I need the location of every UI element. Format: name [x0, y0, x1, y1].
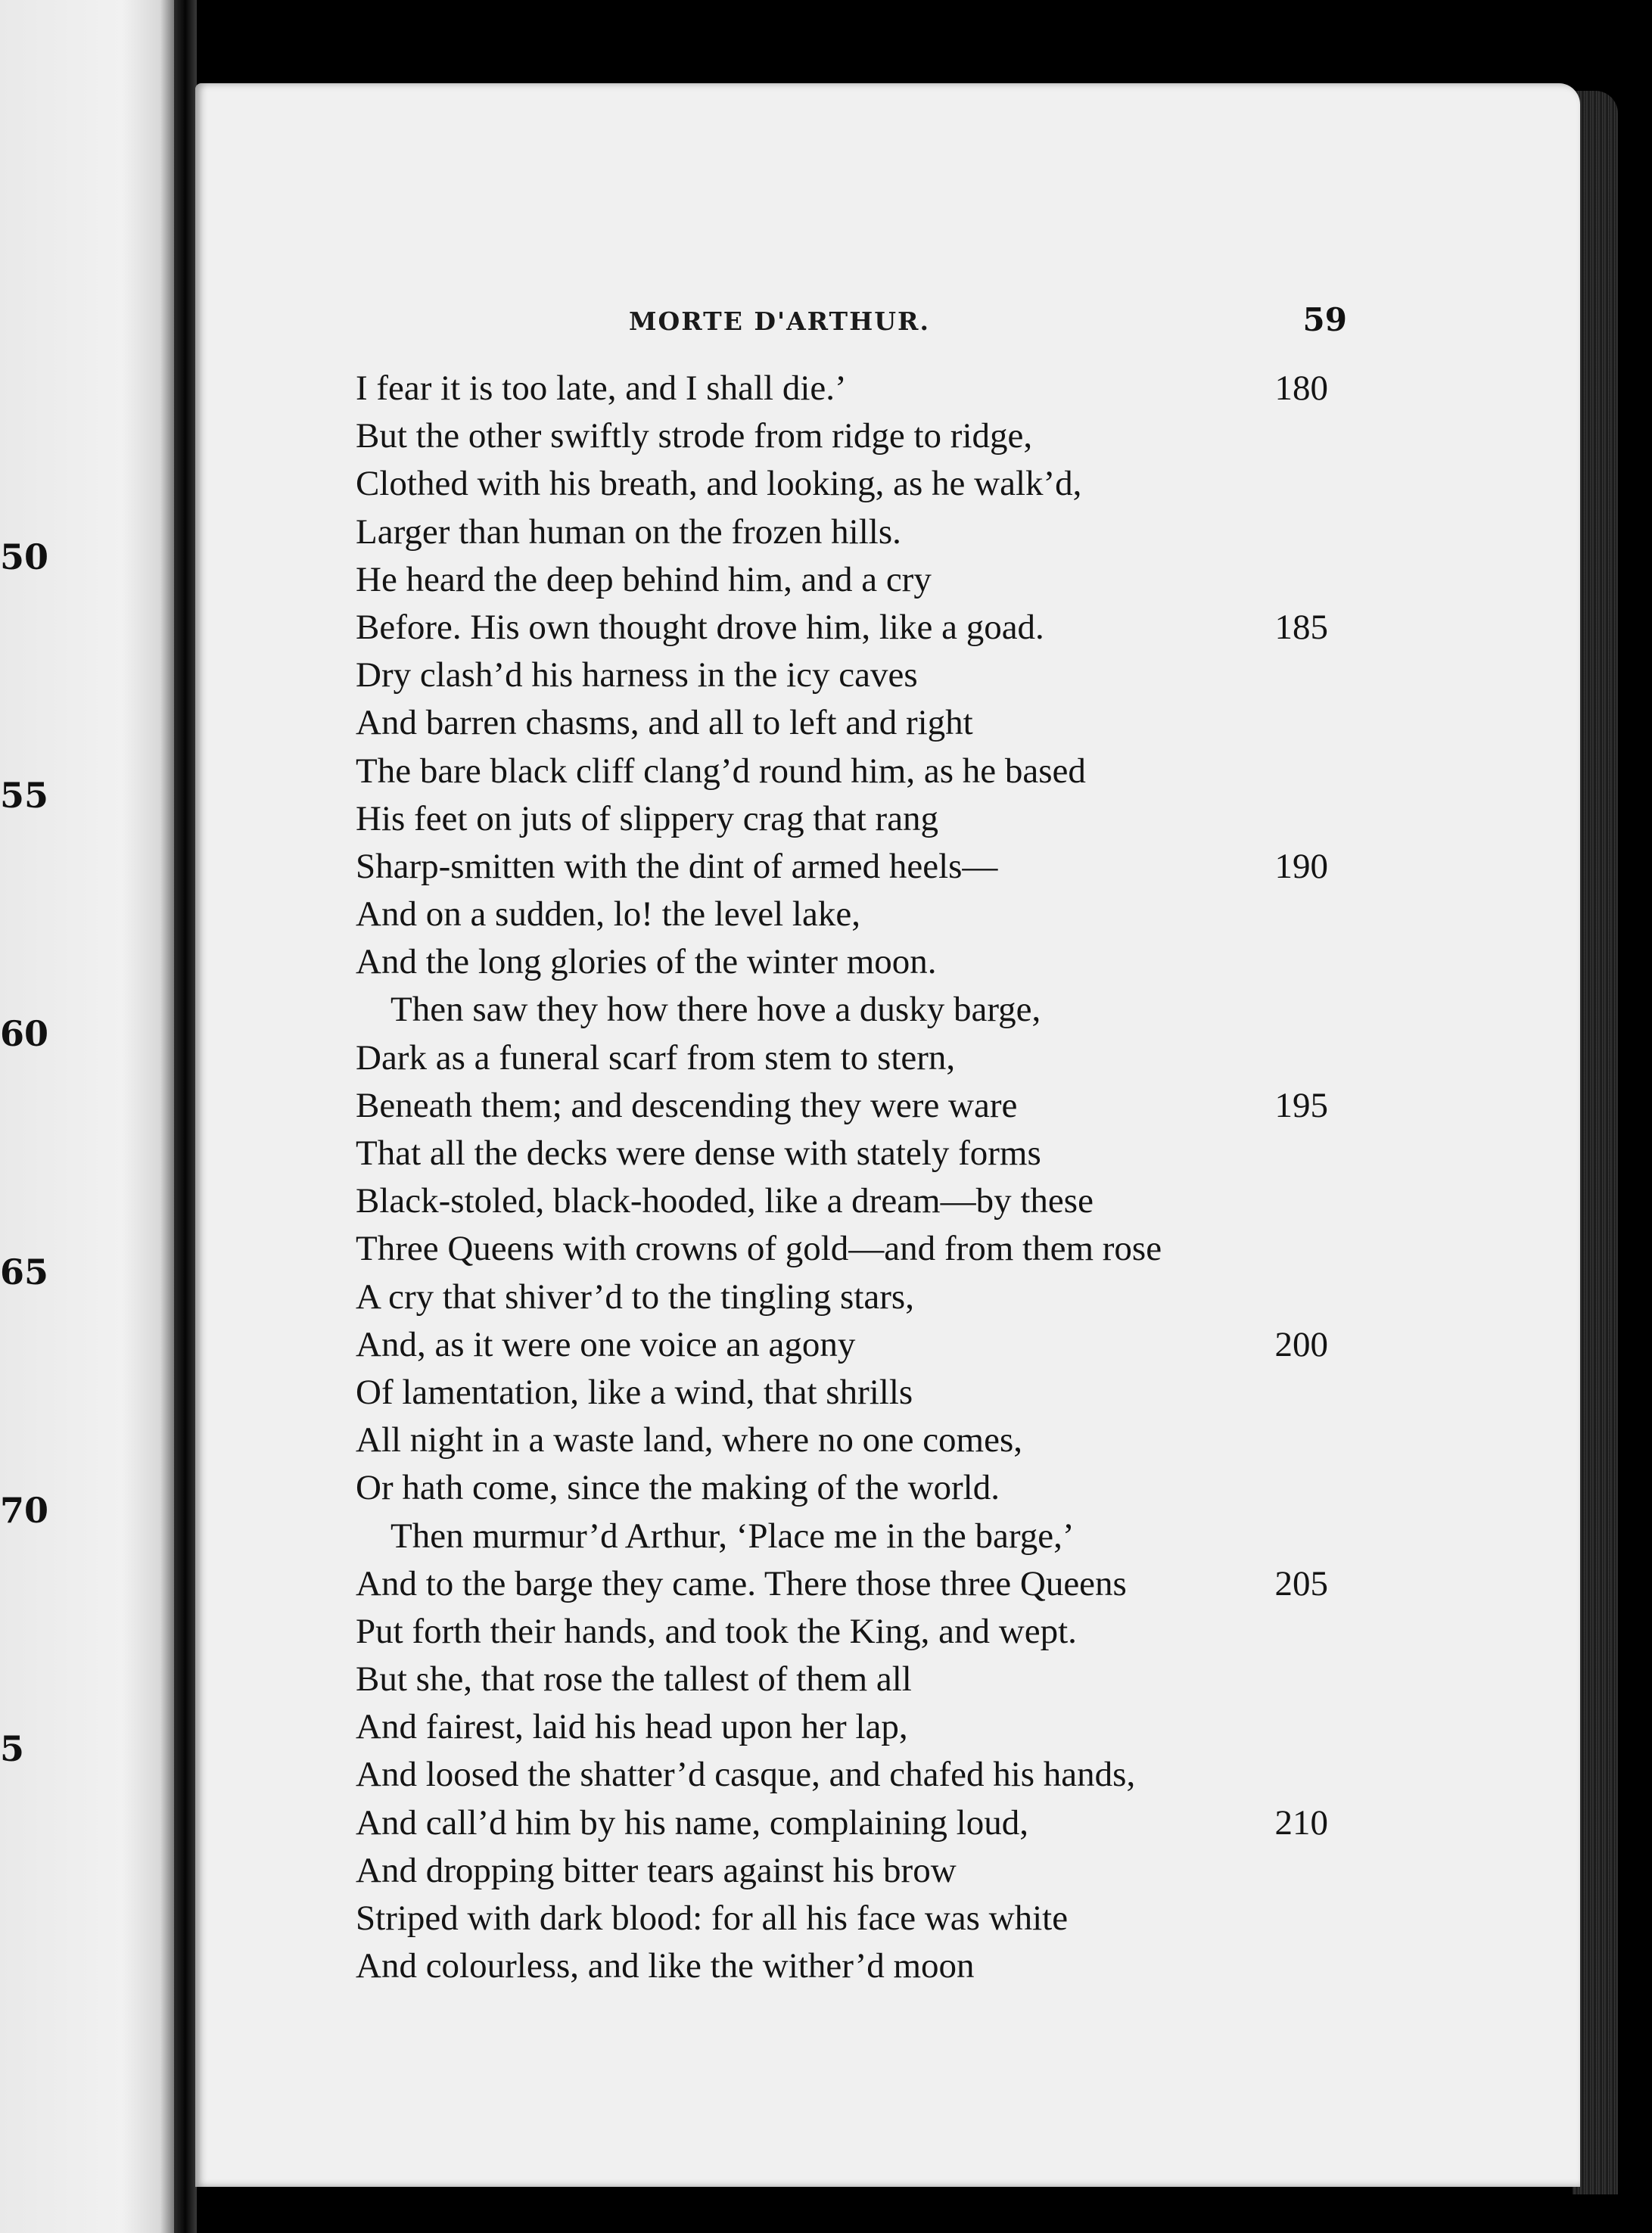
page-number: 59 — [1302, 301, 1347, 338]
poem-line — [356, 1321, 1385, 1369]
line-number: 185 — [1274, 607, 1328, 647]
poem-line-text: And loosed the shatter’d casque, and chafed his hands, — [356, 1755, 1136, 1795]
poem-line — [356, 699, 1385, 747]
poem-line — [356, 556, 1385, 604]
poem-line — [356, 1847, 1385, 1895]
poem-line — [356, 1464, 1385, 1512]
poem-line-text: That all the decks were dense with stately forms — [356, 1134, 1041, 1173]
prev-line-number: 70 — [0, 1490, 49, 1531]
poem-line — [356, 652, 1385, 699]
poem-line — [356, 460, 1385, 508]
line-number: 190 — [1274, 846, 1328, 886]
poem-line — [356, 1751, 1385, 1799]
poem-line-text: He heard the deep behind him, and a cry — [356, 559, 932, 599]
poem-line-text: Striped with dark blood: for all his face was white — [356, 1899, 1069, 1938]
poem-line — [356, 1560, 1385, 1608]
poem-line — [356, 1177, 1385, 1225]
line-number: 195 — [1274, 1085, 1328, 1125]
poem-line — [356, 1942, 1385, 1990]
poem-line — [356, 365, 1385, 412]
poem-line-text: Before. His own thought drove him, like a goad. — [356, 607, 1044, 647]
poem-line-text: And colourless, and like the wither’d moon — [356, 1946, 975, 1986]
poem-line-text: Then saw they how there hove a dusky barge, — [390, 990, 1041, 1030]
running-title: MORTE D'ARTHUR. — [629, 306, 930, 336]
poem-line — [356, 604, 1385, 652]
poem-line — [356, 1417, 1385, 1464]
poem-line-text: Then murmur’d Arthur, ‘Place me in the barge,’ — [390, 1516, 1075, 1556]
poem-line — [356, 1082, 1385, 1130]
poem-line-text: Sharp-smitten with the dint of armed heels— — [356, 846, 998, 886]
poem-line — [356, 1225, 1385, 1273]
poem-text — [356, 365, 1385, 1990]
poem-line-text: Beneath them; and descending they were ware — [356, 1085, 1018, 1125]
poem-line-text: Three Queens with crowns of gold—and from them rose — [356, 1229, 1162, 1269]
poem-line — [356, 412, 1385, 460]
poem-line — [356, 843, 1385, 891]
poem-line — [356, 1513, 1385, 1560]
poem-line-text: The bare black cliff clang’d round him, as he based — [356, 751, 1086, 791]
prev-line-number: 50 — [0, 536, 49, 577]
line-number: 200 — [1274, 1324, 1328, 1364]
line-number: 205 — [1274, 1563, 1328, 1603]
poem-line — [356, 1274, 1385, 1321]
poem-line-text: I fear it is too late, and I shall die.’ — [356, 369, 847, 408]
line-number: 210 — [1274, 1802, 1328, 1843]
poem-line-text: And call’d him by his name, complaining loud, — [356, 1802, 1028, 1843]
poem-line — [356, 1799, 1385, 1847]
poem-line-text: Dry clash’d his harness in the icy caves — [356, 655, 918, 695]
poem-line-text: Of lamentation, like a wind, that shrills — [356, 1372, 913, 1412]
poem-line — [356, 1130, 1385, 1177]
poem-line — [356, 1608, 1385, 1656]
poem-line — [356, 986, 1385, 1034]
prev-line-number: 5 — [0, 1728, 25, 1769]
prev-line-number: 55 — [0, 775, 49, 816]
poem-line-text: And, as it were one voice an agony — [356, 1324, 856, 1364]
line-number: 180 — [1274, 369, 1328, 408]
poem-line — [356, 938, 1385, 986]
poem-line-text: Larger than human on the frozen hills. — [356, 512, 901, 552]
poem-line-text: And on a sudden, lo! the level lake, — [356, 894, 860, 935]
poem-line-text: His feet on juts of slippery crag that rang — [356, 798, 939, 838]
poem-line-text: Black-stoled, black-hooded, like a dream—by these — [356, 1181, 1094, 1221]
poem-line — [356, 1369, 1385, 1417]
poem-line — [356, 1656, 1385, 1703]
book-gutter — [174, 0, 197, 2233]
poem-line — [356, 1034, 1385, 1082]
poem-line-text: Or hath come, since the making of the world. — [356, 1468, 1000, 1508]
poem-line-text: And the long glories of the winter moon. — [356, 942, 937, 982]
poem-line-text: Clothed with his breath, and looking, as he walk’d, — [356, 464, 1082, 504]
previous-page-edge — [0, 0, 174, 2233]
poem-line-text: And fairest, laid his head upon her lap, — [356, 1707, 908, 1747]
poem-line-text: And dropping bitter tears against his brow — [356, 1850, 957, 1890]
poem-line — [356, 748, 1385, 795]
poem-line-text: But the other swiftly strode from ridge to ridge, — [356, 416, 1033, 456]
poem-line — [356, 795, 1385, 843]
poem-line-text: All night in a waste land, where no one comes, — [356, 1420, 1023, 1460]
poem-line — [356, 891, 1385, 938]
poem-line-text: And to the barge they came. There those three Queens — [356, 1563, 1127, 1603]
prev-line-number: 60 — [0, 1013, 49, 1054]
poem-line — [356, 1703, 1385, 1751]
poem-line — [356, 1895, 1385, 1942]
poem-line-text: Dark as a funeral scarf from stem to stern, — [356, 1037, 956, 1078]
poem-line — [356, 508, 1385, 556]
poem-line-text: And barren chasms, and all to left and right — [356, 703, 973, 743]
prev-line-number: 65 — [0, 1252, 49, 1292]
poem-line-text: A cry that shiver’d to the tingling stars, — [356, 1277, 914, 1317]
poem-line-text: But she, that rose the tallest of them all — [356, 1659, 912, 1700]
poem-line-text: Put forth their hands, and took the King, and wept. — [356, 1611, 1077, 1651]
